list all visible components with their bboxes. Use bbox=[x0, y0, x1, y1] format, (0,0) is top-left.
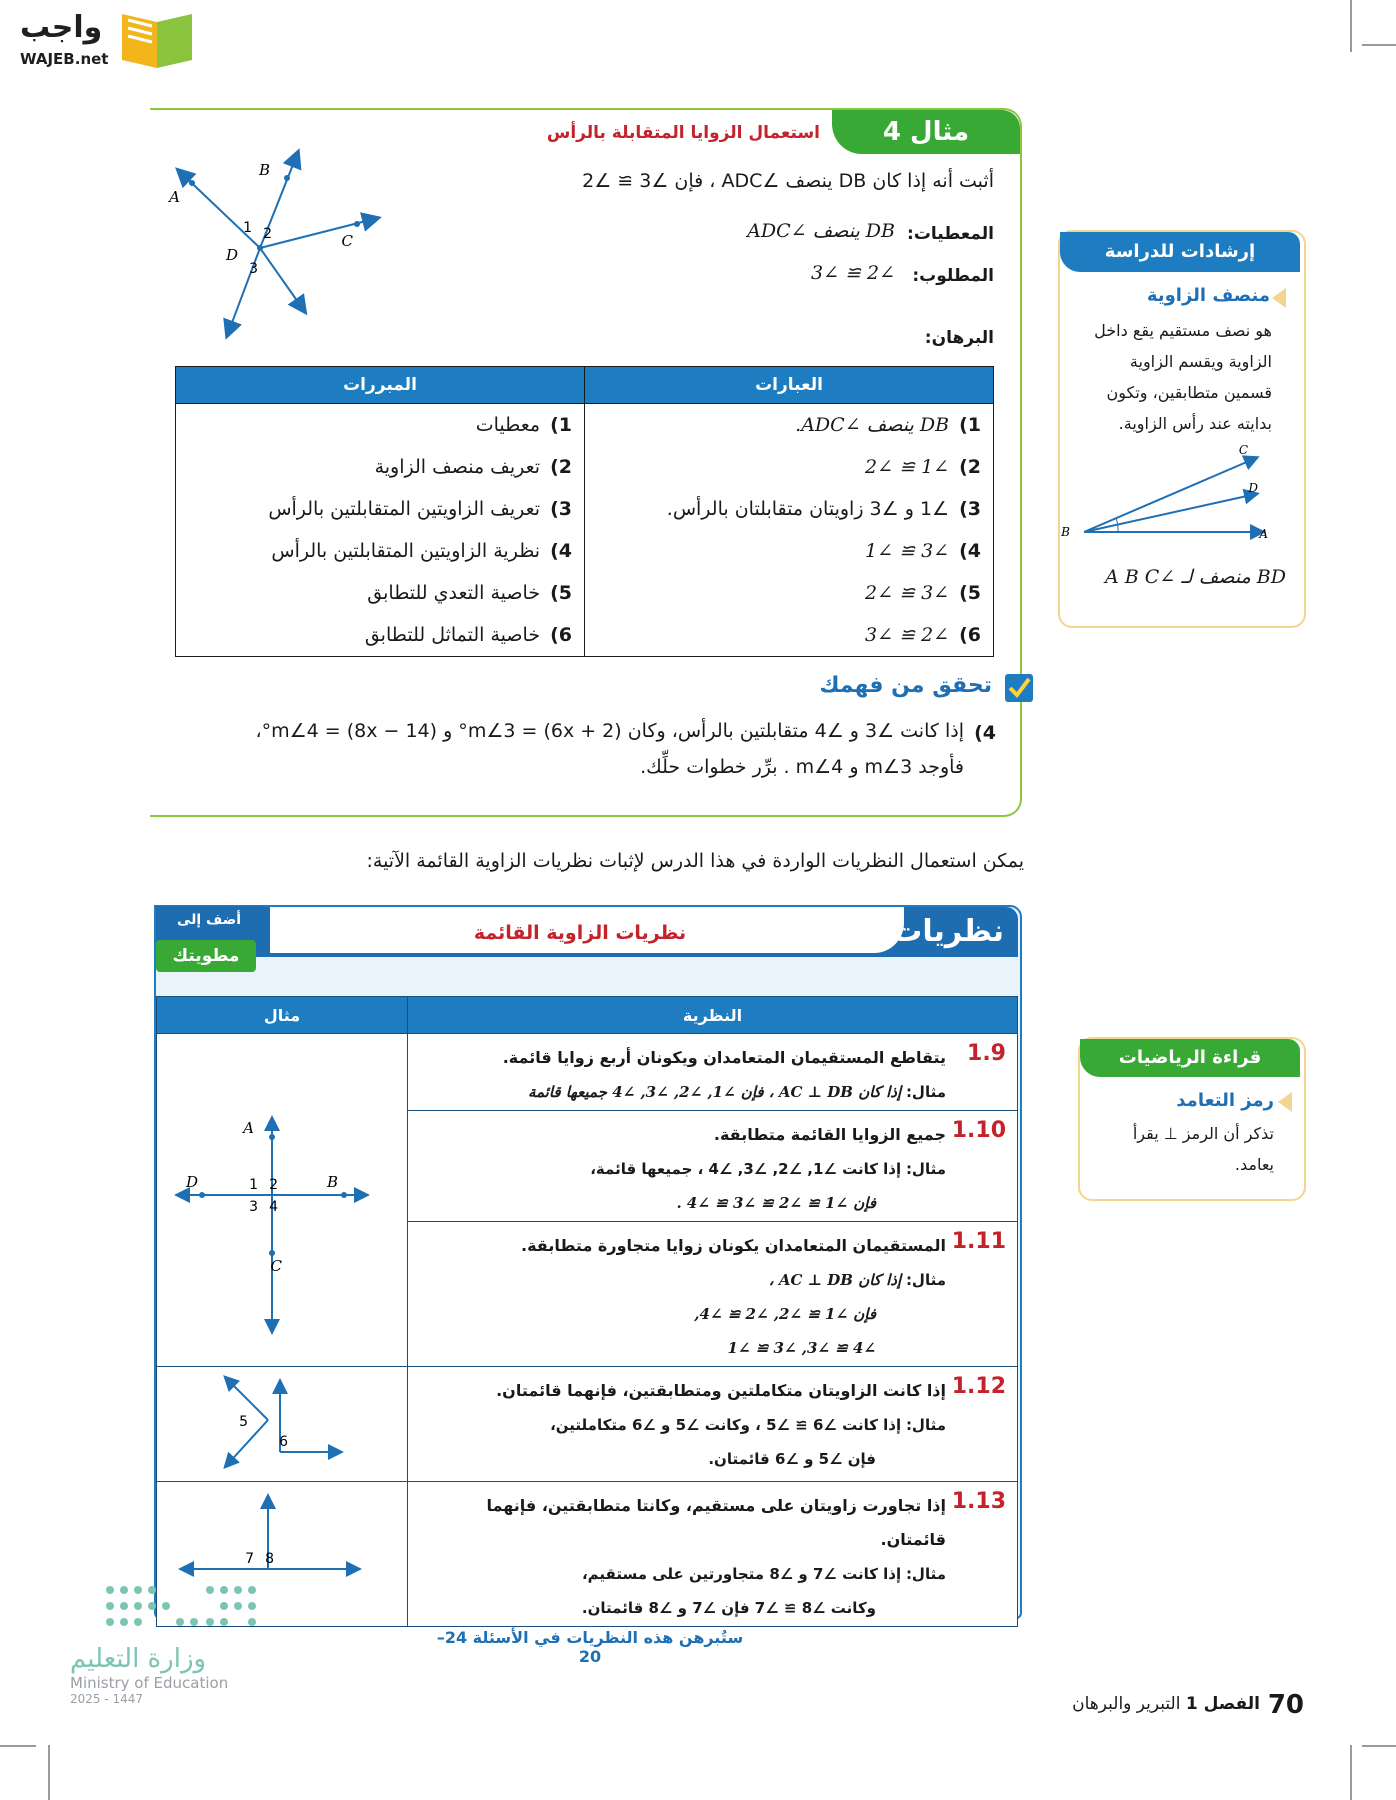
example-subtitle: استعمال الزوايا المتقابلة بالرأس bbox=[546, 123, 820, 143]
angle-1: 1 bbox=[249, 1177, 258, 1193]
theorem-row bbox=[157, 1367, 1018, 1482]
wajeb-logo[interactable] bbox=[10, 8, 190, 68]
page-number: 70 bbox=[1267, 1690, 1304, 1720]
chapter-title: التبرير والبرهان bbox=[1072, 1694, 1181, 1714]
reading-math-title: رمز التعامد bbox=[1176, 1090, 1274, 1111]
crop-mark bbox=[1350, 1745, 1352, 1800]
reason: معطيات bbox=[475, 414, 541, 436]
angle-4: 4 bbox=[269, 1199, 278, 1215]
table-row bbox=[176, 488, 994, 530]
foldable-badge bbox=[156, 906, 262, 982]
theorem-row bbox=[157, 1034, 1018, 1111]
given-value: DB ينصف ∠ADC bbox=[747, 220, 895, 242]
theorem-row bbox=[157, 1482, 1018, 1627]
example-statement: أثبت أنه إذا كان DB ينصف ∠ADC ، فإن ∠3 ≅ ∠2 bbox=[582, 170, 994, 192]
example-line: فإن ∠1 ≅ ∠2, ∠2 ≅ ∠4, bbox=[694, 1305, 876, 1323]
study-tips-title: منصف الزاوية bbox=[1146, 285, 1270, 306]
row-number: 3) bbox=[550, 498, 572, 520]
example-line: إذا كان AC ⊥ DB ، bbox=[768, 1271, 902, 1289]
angle-2: 2 bbox=[263, 226, 272, 242]
crop-mark bbox=[1350, 0, 1352, 52]
theorem-number: 1.12 bbox=[951, 1374, 1006, 1399]
example-label: مثال: bbox=[905, 1271, 946, 1289]
reasons-header: المبررات bbox=[176, 367, 585, 404]
crop-mark bbox=[1362, 44, 1396, 46]
perpendicular-figure bbox=[158, 1035, 406, 1275]
theorem-text: المستقيمان المتعامدان يكونان زوايا متجاورة متطابقة. bbox=[521, 1236, 946, 1255]
label-a: A bbox=[169, 188, 180, 206]
label-b: B bbox=[1061, 525, 1070, 539]
book-icon bbox=[118, 12, 196, 70]
label-d: D bbox=[225, 246, 238, 264]
example-label: مثال: bbox=[905, 1083, 946, 1101]
angle-3: 3 bbox=[249, 261, 258, 277]
tip-line: هو نصف مستقيم يقع داخل bbox=[1094, 321, 1272, 340]
study-tips-caption: BD منصف لـ ∠A B C bbox=[1105, 566, 1286, 588]
theorems-title: نظريات bbox=[892, 914, 1004, 949]
label-b: B bbox=[258, 161, 270, 179]
required-label: المطلوب: bbox=[912, 266, 994, 286]
logo-domain: WAJEB.net bbox=[20, 50, 109, 68]
check-title: تحقق من فهمك bbox=[819, 673, 992, 698]
example-label: مثال: bbox=[905, 1416, 946, 1434]
theorem-number: 1.11 bbox=[951, 1229, 1006, 1254]
pointer-icon bbox=[1272, 288, 1286, 308]
example-col-header: مثال bbox=[157, 997, 408, 1034]
theorem-text: إذا كانت الزاويتان متكاملتين ومتطابقتين، فإنهما قائمتان. bbox=[496, 1381, 946, 1400]
theorem-number: 1.13 bbox=[951, 1489, 1006, 1514]
theorem-col-header: النظرية bbox=[408, 997, 1018, 1034]
row-number: 5) bbox=[550, 582, 572, 604]
study-tips-header: إرشادات للدراسة bbox=[1060, 232, 1300, 272]
row-number: 2) bbox=[550, 456, 572, 478]
theorem-number: 1.10 bbox=[951, 1118, 1006, 1143]
row-number: 3) bbox=[959, 498, 981, 520]
statement: ∠1 و ∠3 زاويتان متقابلتان بالرأس. bbox=[666, 498, 950, 520]
row-number: 6) bbox=[959, 624, 981, 646]
check-line-1: إذا كانت ∠3 و ∠4 متقابلتين بالرأس، وكان m∠3 = (6x + 2)° و m∠4 = (8x − 14)°، bbox=[255, 720, 964, 742]
row-number: 6) bbox=[550, 624, 572, 646]
theorems-table bbox=[156, 996, 1018, 1627]
intro-text: يمكن استعمال النظريات الواردة في هذا الدرس لإثبات نظريات الزاوية القائمة الآتية: bbox=[366, 850, 1024, 872]
proof-label: البرهان: bbox=[924, 328, 994, 348]
crop-mark bbox=[0, 1745, 36, 1747]
statement: ∠2 ≅ ∠3 bbox=[865, 624, 950, 646]
tip-line: قسمين متطابقين، وتكون bbox=[1106, 383, 1272, 402]
tip-line: الزاوية ويقسم الزاوية bbox=[1129, 352, 1272, 371]
angle-8: 8 bbox=[265, 1551, 274, 1567]
label-d: D bbox=[1248, 481, 1258, 495]
ray-opposite-a bbox=[260, 248, 305, 312]
statement: ∠3 ≅ ∠2 bbox=[865, 582, 950, 604]
ministry-dots-icon bbox=[100, 1580, 270, 1640]
ray-dc bbox=[260, 218, 378, 248]
theorems-subtitle: نظريات الزاوية القائمة bbox=[473, 922, 687, 944]
example-line: فإن ∠5 و ∠6 قائمتان. bbox=[708, 1450, 876, 1468]
reading-line: تذكر أن الرمز ⊥ يقرأ bbox=[1132, 1124, 1274, 1143]
required-value: ∠2 ≅ ∠3 bbox=[810, 262, 895, 284]
foldable-bottom: مطويتك bbox=[156, 940, 256, 972]
label-c: C bbox=[341, 232, 353, 250]
supplementary-figure bbox=[158, 1368, 406, 1476]
angle-5: 5 bbox=[239, 1414, 248, 1430]
ministry-ar: وزارة التعليم bbox=[70, 1644, 207, 1674]
ministry-logo bbox=[70, 1580, 270, 1730]
reason: خاصية التماثل للتطابق bbox=[364, 624, 541, 646]
statement: DB ينصف ∠ADC. bbox=[795, 414, 950, 436]
label-c: C bbox=[270, 1257, 282, 1275]
reason: تعريف الزاويتين المتقابلتين بالرأس bbox=[268, 498, 541, 520]
table-row bbox=[176, 446, 994, 488]
theorem-text: يتقاطع المستقيمان المتعامدان ويكونان أربع زوايا قائمة. bbox=[502, 1048, 946, 1067]
example-line: إذا كانت ∠6 ≅ ∠5 ، وكانت ∠5 و ∠6 متكاملتين، bbox=[550, 1416, 902, 1434]
label-c: C bbox=[1238, 443, 1248, 457]
statements-header: العبارات bbox=[585, 367, 994, 404]
logo-word: واجب bbox=[20, 10, 103, 45]
row-number: 4) bbox=[959, 540, 981, 562]
example-line: وكانت ∠8 ≅ ∠7 فإن ∠7 و ∠8 قائمتان. bbox=[581, 1599, 876, 1617]
ministry-year: 2025 - 1447 bbox=[70, 1692, 144, 1706]
row-number: 1) bbox=[550, 414, 572, 436]
reason: خاصية التعدي للتطابق bbox=[367, 582, 541, 604]
reason: نظرية الزاويتين المتقابلتين بالرأس bbox=[271, 540, 541, 562]
row-number: 4) bbox=[550, 540, 572, 562]
check-number: 4) bbox=[974, 722, 996, 744]
pointer-icon bbox=[1278, 1092, 1292, 1112]
foldable-top: أضف إلى bbox=[176, 912, 242, 928]
label-b: B bbox=[326, 1173, 338, 1191]
example-label: مثال: bbox=[905, 1160, 946, 1178]
row-number: 5) bbox=[959, 582, 981, 604]
checkmark-icon bbox=[1005, 674, 1033, 702]
label-a: A bbox=[243, 1119, 254, 1137]
angle-bisector-figure bbox=[170, 150, 390, 350]
reason: تعريف منصف الزاوية bbox=[374, 456, 541, 478]
bisector-figure bbox=[1061, 440, 1286, 541]
crop-mark bbox=[1362, 1745, 1396, 1747]
row-number: 1) bbox=[959, 414, 981, 436]
table-row bbox=[176, 614, 994, 657]
footer-note: ستُبرهن هذه النظريات في الأسئلة 24–20 bbox=[436, 1628, 744, 1666]
example-line: إذا كان AC ⊥ DB ، فإن ∠1, ∠2, ∠3, ∠4 جميعها قائمة bbox=[527, 1083, 902, 1101]
table-row bbox=[176, 572, 994, 614]
example-line: ∠4 ≅ ∠3, ∠3 ≅ ∠1 bbox=[727, 1339, 876, 1357]
row-number: 2) bbox=[959, 456, 981, 478]
ministry-en: Ministry of Education bbox=[70, 1674, 229, 1692]
reading-math-text bbox=[1090, 1118, 1274, 1180]
angle-6: 6 bbox=[279, 1434, 288, 1450]
study-tips-text bbox=[1066, 315, 1272, 439]
footer-chapter bbox=[1010, 1694, 1260, 1730]
chapter-number: الفصل 1 bbox=[1185, 1694, 1260, 1714]
theorem-number: 1.9 bbox=[967, 1041, 1006, 1066]
reading-math-header: قراءة الرياضيات bbox=[1080, 1039, 1300, 1077]
proof-table bbox=[175, 366, 994, 657]
tip-line: بدايته عند رأس الزاوية. bbox=[1118, 414, 1272, 433]
example-line: فإن ∠1 ≅ ∠2 ≅ ∠3 ≅ ∠4 . bbox=[676, 1194, 876, 1212]
crop-mark bbox=[48, 1745, 50, 1800]
theorem-text: إذا تجاورت زاويتان على مستقيم، وكانتا متطابقتين، فإنهما قائمتان. bbox=[486, 1496, 946, 1549]
given-label: المعطيات: bbox=[907, 224, 994, 244]
angle-2: 2 bbox=[269, 1177, 278, 1193]
statement: ∠3 ≅ ∠1 bbox=[865, 540, 950, 562]
label-a: A bbox=[1259, 527, 1268, 541]
example-label: مثال: bbox=[905, 1565, 946, 1583]
label-d: D bbox=[185, 1173, 198, 1191]
angle-7: 7 bbox=[245, 1551, 254, 1567]
statement: ∠1 ≅ ∠2 bbox=[865, 456, 950, 478]
table-row bbox=[176, 404, 994, 447]
table-row bbox=[176, 530, 994, 572]
theorem-text: جميع الزوايا القائمة متطابقة. bbox=[713, 1125, 946, 1144]
reading-line: يعامد. bbox=[1234, 1155, 1274, 1174]
example-label: مثال 4 bbox=[832, 110, 1020, 154]
check-line-2: فأوجد m∠3 و m∠4 . برِّر خطوات حلِّك. bbox=[640, 756, 964, 778]
angle-3: 3 bbox=[249, 1199, 258, 1215]
example-line: إذا كانت ∠7 و ∠8 متجاورتين على مستقيم، bbox=[581, 1565, 902, 1583]
example-line: إذا كانت ∠1, ∠2, ∠3, ∠4 ، جميعها قائمة، bbox=[590, 1160, 902, 1178]
angle-1: 1 bbox=[243, 220, 252, 236]
